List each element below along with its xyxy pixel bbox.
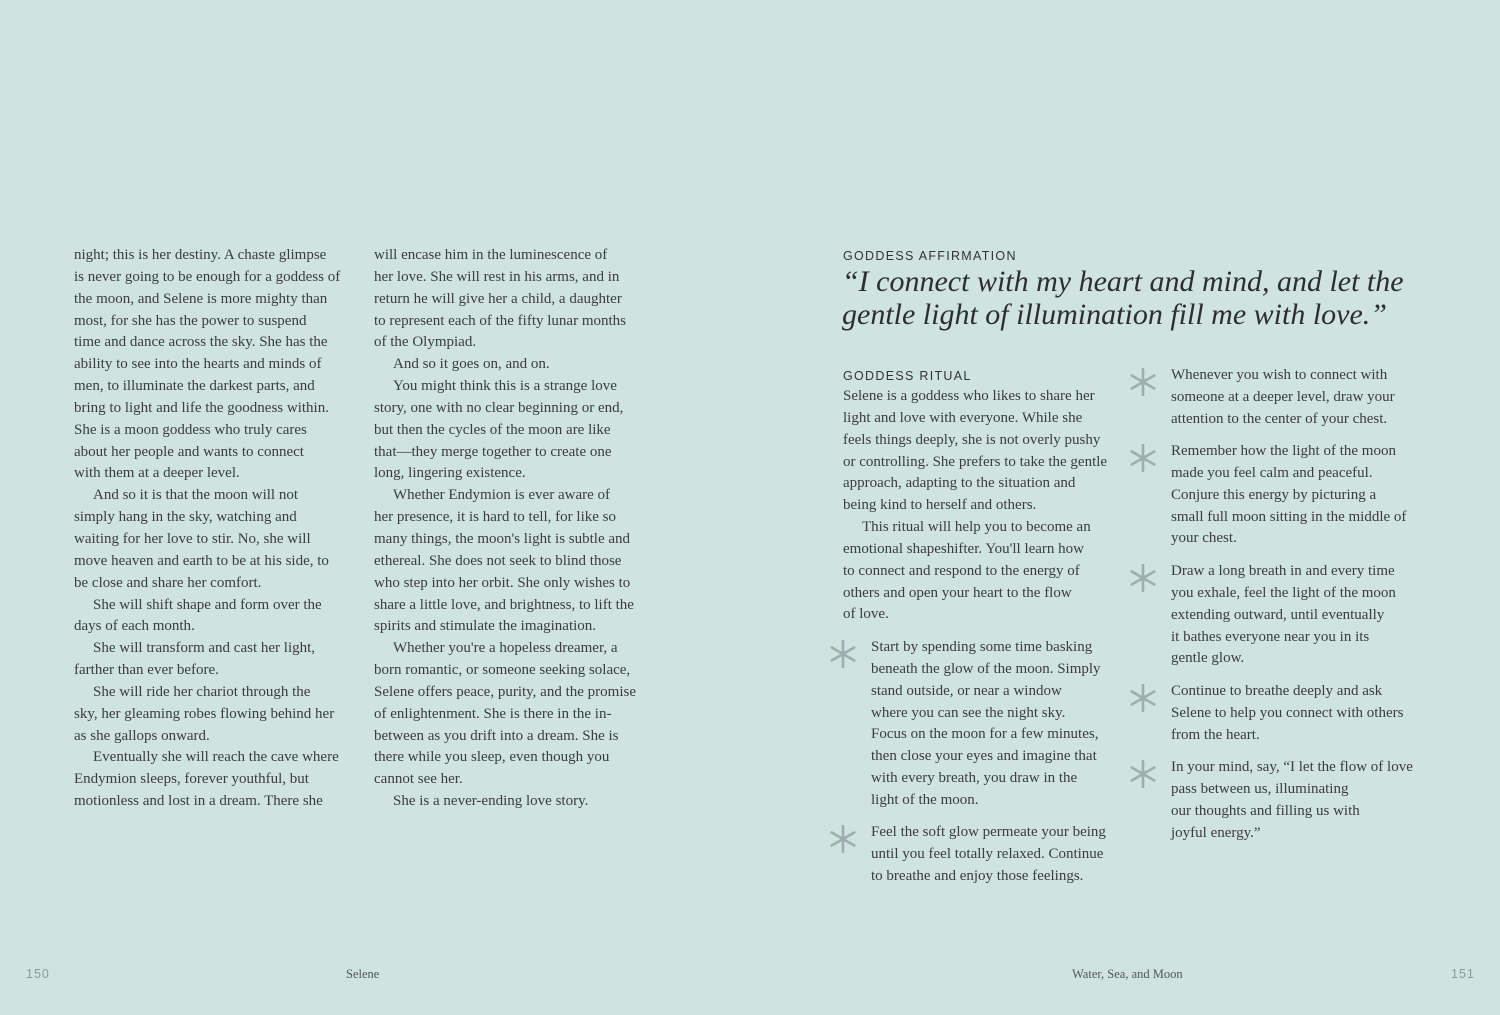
text-line: sky, her gleaming robes flowing behind her xyxy=(74,705,335,722)
text-line: waiting for her love to stir. No, she will xyxy=(74,530,311,547)
page-number-right: 151 xyxy=(1451,967,1475,981)
text-line: time and dance across the sky. She has the xyxy=(74,334,328,351)
ritual-step-line: where you can see the night sky. xyxy=(871,704,1066,721)
text-line: emotional shapeshifter. You'll learn how xyxy=(843,540,1085,557)
ritual-step-line: Whenever you wish to connect with xyxy=(1171,367,1388,383)
text-line: to represent each of the fifty lunar months xyxy=(374,312,626,329)
ritual-step-line: Start by spending some time basking xyxy=(871,639,1093,655)
text-line: most, for she has the power to suspend xyxy=(74,312,307,329)
ritual-step-line: Feel the soft glow permeate your being xyxy=(871,824,1106,840)
text-line: between as you drift into a dream. She is xyxy=(374,727,619,744)
star-icon xyxy=(829,825,857,853)
text-line: Endymion sleeps, forever youthful, but xyxy=(74,771,309,788)
text-line: many things, the moon's light is subtle and xyxy=(374,530,631,547)
text-line: about her people and wants to connect xyxy=(74,443,304,460)
star-icon xyxy=(1129,564,1157,592)
ritual-step xyxy=(871,822,1106,888)
text-line: of love. xyxy=(843,606,889,623)
affirmation-quote xyxy=(842,265,1404,331)
ritual-step-line: from the heart. xyxy=(1171,726,1260,743)
ritual-step-line: In your mind, say, “I let the flow of love xyxy=(1171,759,1413,775)
ritual-step-line: you exhale, feel the light of the moon xyxy=(1171,584,1396,601)
ritual-step xyxy=(1171,757,1413,844)
star-icon xyxy=(1129,444,1157,472)
text-line: She will ride her chariot through the xyxy=(93,683,311,700)
ritual-step xyxy=(871,637,1101,812)
ritual-step xyxy=(1171,441,1406,550)
ritual-step-line: someone at a deeper level, draw your xyxy=(1171,388,1395,405)
text-line: farther than ever before. xyxy=(74,662,219,679)
text-line: men, to illuminate the darkest parts, and xyxy=(74,378,315,395)
text-line: night; this is her destiny. A chaste glimpse xyxy=(74,247,327,263)
text-line: as she gallops onward. xyxy=(74,727,210,744)
text-line: She is a never-ending love story. xyxy=(393,793,589,810)
text-line: Selene offers peace, purity, and the promise xyxy=(374,683,636,700)
ritual-step xyxy=(1171,561,1396,670)
ritual-step xyxy=(1171,365,1395,431)
ritual-step-line: Remember how the light of the moon xyxy=(1171,443,1396,459)
running-title-right: Water, Sea, and Moon xyxy=(1072,967,1183,981)
text-line: move heaven and earth to be at his side, to xyxy=(74,552,329,569)
text-line: Whether you're a hopeless dreamer, a xyxy=(393,640,618,657)
ritual-step-line: until you feel totally relaxed. Continue xyxy=(871,845,1104,862)
text-line: is never going to be enough for a goddess of xyxy=(74,268,341,285)
text-line: to connect and respond to the energy of xyxy=(843,562,1080,579)
text-line: ability to see into the hearts and minds of xyxy=(74,356,322,373)
ritual-step-line: Focus on the moon for a few minutes, xyxy=(871,726,1099,743)
text-line: She will shift shape and form over the xyxy=(93,596,322,613)
left-column-2 xyxy=(374,245,664,813)
text-line: This ritual will help you to become an xyxy=(862,519,1091,536)
text-line: cannot see her. xyxy=(374,771,463,788)
text-line: that—they merge together to create one xyxy=(374,443,612,460)
text-line: born romantic, or someone seeking solace, xyxy=(374,662,631,679)
text-line: days of each month. xyxy=(74,618,195,635)
text-line: Selene is a goddess who likes to share her xyxy=(843,388,1095,404)
ritual-step-line: extending outward, until eventually xyxy=(1171,606,1385,623)
ritual-step-line: Conjure this energy by picturing a xyxy=(1171,486,1377,503)
text-line: there while you sleep, even though you xyxy=(374,749,610,766)
page-number-left: 150 xyxy=(26,967,50,981)
running-title-left: Selene xyxy=(346,967,380,981)
star-icon xyxy=(1129,684,1157,712)
text-line: long, lingering existence. xyxy=(374,465,526,482)
text-line: being kind to herself and others. xyxy=(843,497,1037,514)
ritual-step-line: to breathe and enjoy those feelings. xyxy=(871,867,1084,884)
ritual-heading: GODDESS RITUAL xyxy=(843,369,972,383)
text-line: share a little love, and brightness, to lift the xyxy=(374,596,634,613)
text-line: And so it is that the moon will not xyxy=(93,487,298,504)
text-line: motionless and lost in a dream. There she xyxy=(74,793,323,810)
star-icon xyxy=(829,640,857,668)
text-line: others and open your heart to the flow xyxy=(843,584,1072,601)
affirmation-quote-line: “I connect with my heart and mind, and let the xyxy=(842,265,1404,298)
text-line: will encase him in the luminescence of xyxy=(374,247,608,263)
text-line: Eventually she will reach the cave where xyxy=(93,749,339,766)
ritual-step-line: small full moon sitting in the middle of xyxy=(1171,508,1407,525)
text-line: her love. She will rest in his arms, and in xyxy=(374,268,620,285)
text-line: She will transform and cast her light, xyxy=(93,640,316,657)
text-line: of the Olympiad. xyxy=(374,334,477,351)
ritual-step-line: Draw a long breath in and every time xyxy=(1171,563,1395,579)
text-line: her presence, it is hard to tell, for like so xyxy=(374,509,617,526)
ritual-intro xyxy=(843,386,1133,626)
text-line: light and love with everyone. While she xyxy=(843,409,1083,426)
text-line: She is a moon goddess who truly cares xyxy=(74,421,307,438)
text-line: be close and share her comfort. xyxy=(74,574,262,591)
text-line: bring to light and life the goodness within. xyxy=(74,399,329,416)
text-line: return he will give her a child, a daughter xyxy=(374,290,622,307)
text-line: story, one with no clear beginning or end, xyxy=(374,399,624,416)
text-line: the moon, and Selene is more mighty than xyxy=(74,290,328,307)
ritual-step-line: attention to the center of your chest. xyxy=(1171,410,1388,427)
ritual-step-line: light of the moon. xyxy=(871,791,979,808)
ritual-step-line: it bathes everyone near you in its xyxy=(1171,628,1370,645)
ritual-step xyxy=(1171,681,1403,747)
text-line: ethereal. She does not seek to blind those xyxy=(374,552,622,569)
ritual-step-line: then close your eyes and imagine that xyxy=(871,748,1097,765)
star-icon xyxy=(1129,760,1157,788)
text-line: feels things deeply, she is not overly pushy xyxy=(843,431,1101,448)
text-line: but then the cycles of the moon are like xyxy=(374,421,611,438)
text-line: approach, adapting to the situation and xyxy=(843,475,1076,492)
text-line: spirits and stimulate the imagination. xyxy=(374,618,597,635)
ritual-step-line: joyful energy.” xyxy=(1171,824,1261,841)
affirmation-heading: GODDESS AFFIRMATION xyxy=(843,249,1017,263)
ritual-step-line: our thoughts and filling us with xyxy=(1171,802,1360,819)
ritual-step-line: beneath the glow of the moon. Simply xyxy=(871,660,1101,677)
text-line: You might think this is a strange love xyxy=(393,378,617,395)
left-column-1 xyxy=(74,245,364,813)
text-line: simply hang in the sky, watching and xyxy=(74,509,297,526)
ritual-step-line: Continue to breathe deeply and ask xyxy=(1171,683,1383,699)
ritual-step-line: pass between us, illuminating xyxy=(1171,780,1349,797)
text-line: of enlightenment. She is there in the in- xyxy=(374,705,612,722)
star-icon xyxy=(1129,368,1157,396)
text-line: with them at a deeper level. xyxy=(74,465,240,482)
affirmation-quote-line: gentle light of illumination fill me with love.” xyxy=(842,298,1387,331)
ritual-step-line: made you feel calm and peaceful. xyxy=(1171,464,1373,481)
ritual-step-line: your chest. xyxy=(1171,530,1237,547)
ritual-step-line: with every breath, you draw in the xyxy=(871,770,1078,787)
text-line: who step into her orbit. She only wishes to xyxy=(374,574,631,591)
text-line: or controlling. She prefers to take the gentle xyxy=(843,453,1108,470)
text-line: And so it goes on, and on. xyxy=(393,356,550,373)
ritual-step-line: gentle glow. xyxy=(1171,650,1245,667)
ritual-step-line: Selene to help you connect with others xyxy=(1171,704,1404,721)
text-line: Whether Endymion is ever aware of xyxy=(393,487,610,504)
ritual-step-line: stand outside, or near a window xyxy=(871,682,1062,699)
